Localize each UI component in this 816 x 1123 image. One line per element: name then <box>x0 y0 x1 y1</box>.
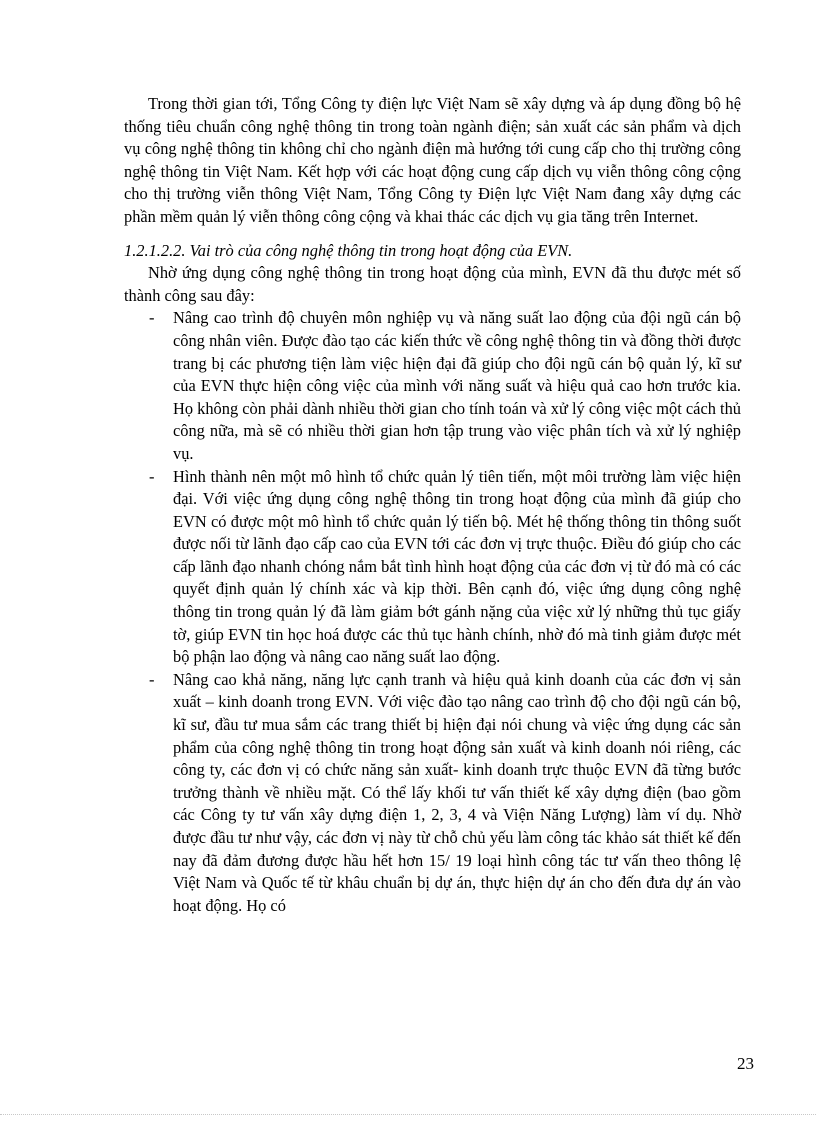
dash-bullet-icon: - <box>149 308 155 328</box>
dash-bullet-icon: - <box>149 466 155 486</box>
page-body <box>124 93 741 917</box>
list-item <box>124 466 741 669</box>
intro-paragraph: Nhờ ứng dụng công nghệ thông tin trong hoạt động của mình, EVN đã thu được mét số thành công sau đây: <box>124 263 741 305</box>
paragraph: Trong thời gian tới, Tổng Công ty điện lực Việt Nam sẽ xây dựng và áp dụng đồng bộ hệ thống tiêu chuẩn công nghệ thông tin trong toàn ngành điện; sản xuất các sản phẩm và dịch vụ công nghệ thông tin không chỉ cho ngành điện mà hướng tới cung cấp cho thị trường công nghệ thông tin Việt Nam. Kết hợp với các hoạt động cung cấp dịch vụ viễn thông công cộng cho thị trường viễn thông Việt Nam, Tổng Công ty Điện lực Việt Nam đang xây dựng các phần mềm quản lý viễn thông công cộng và khai thác các dịch vụ gia tăng trên Internet. <box>124 94 741 226</box>
list-item <box>124 307 741 465</box>
list-item-text: Nâng cao trình độ chuyên môn nghiệp vụ và năng suất lao động của đội ngũ cán bộ công nhân viên. Được đào tạo các kiến thức về công nghệ thông tin và đồng thời được trang bị các phương tiện làm việc hiện đại đã giúp cho đội ngũ cán bộ quản lý, kĩ sư của EVN thực hiện công việc của mình với năng suất và hiệu quả cao hơn trước kia. Họ không còn phải dành nhiều thời gian cho tính toán và xử lý công việc một cách thủ công nữa, mà sẽ có nhiều thời gian hơn tập trung vào việc phân tích và xử lý nghiệp vụ. <box>173 308 741 463</box>
list-item-text: Hình thành nên một mô hình tổ chức quản lý tiên tiến, một môi trường làm việc hiện đại. Với việc ứng dụng công nghệ thông tin trong hoạt động của mình đã giúp cho EVN có được một mô hình tổ chức quản lý tiến bộ. Mét hệ thống thông tin thông suốt được nối từ lãnh đạo cấp cao của EVN tới các đơn vị trực thuộc. Điều đó giúp cho các cấp lãnh đạo nhanh chóng nắm bắt tình hình hoạt động của các đơn vị từ đó mà có các quyết định quản lý chính xác và kịp thời. Bên cạnh đó, việc ứng dụng công nghệ thông tin trong quản lý đã làm giảm bớt gánh nặng của việc xử lý những thủ tục giấy tờ, giúp EVN tin học hoá được các thủ tục hành chính, nhờ đó mà tinh giảm được mét bộ phận lao động và nâng cao năng suất lao động. <box>173 466 741 667</box>
page-bottom-divider <box>0 1114 816 1115</box>
page-number: 23 <box>737 1054 754 1073</box>
list-item <box>124 669 741 918</box>
list-item-text: Nâng cao khả năng, năng lực cạnh tranh và hiệu quả kinh doanh của các đơn vị sản xuất – kinh doanh trong EVN. Với việc đào tạo nâng cao trình độ cho đội ngũ cán bộ, kĩ sư, đầu tư mua sắm các trang thiết bị hiện đại nói chung và việc ứng dụng các sản phẩm của công nghệ thông tin trong hoạt động sản xuất và kinh doanh nói riêng, các công ty, các đơn vị có chức năng sản xuất- kinh doanh trực thuộc EVN đã từng bước trưởng thành về nhiều mặt. Có thể lấy khối tư vấn thiết kế xây dựng điện (bao gồm các Công ty tư vấn xây dựng điện 1, 2, 3, 4 và Viện Năng Lượng) làm ví dụ. Nhờ được đầu tư như vậy, các đơn vị này từ chỗ chủ yếu làm công tác khảo sát thiết kế đến nay đã đảm đương được hầu hết hơn 15/ 19 loại hình công tác tư vấn theo thông lệ Việt Nam và Quốc tế từ khâu chuẩn bị dự án, thực hiện dự án cho đến đưa dự án vào hoạt động. Họ có <box>173 669 741 915</box>
dash-bullet-icon: - <box>149 669 155 689</box>
section-heading: 1.2.1.2.2. Vai trò của công nghệ thông tin trong hoạt động của EVN. <box>124 240 573 260</box>
bullet-list <box>124 307 741 917</box>
